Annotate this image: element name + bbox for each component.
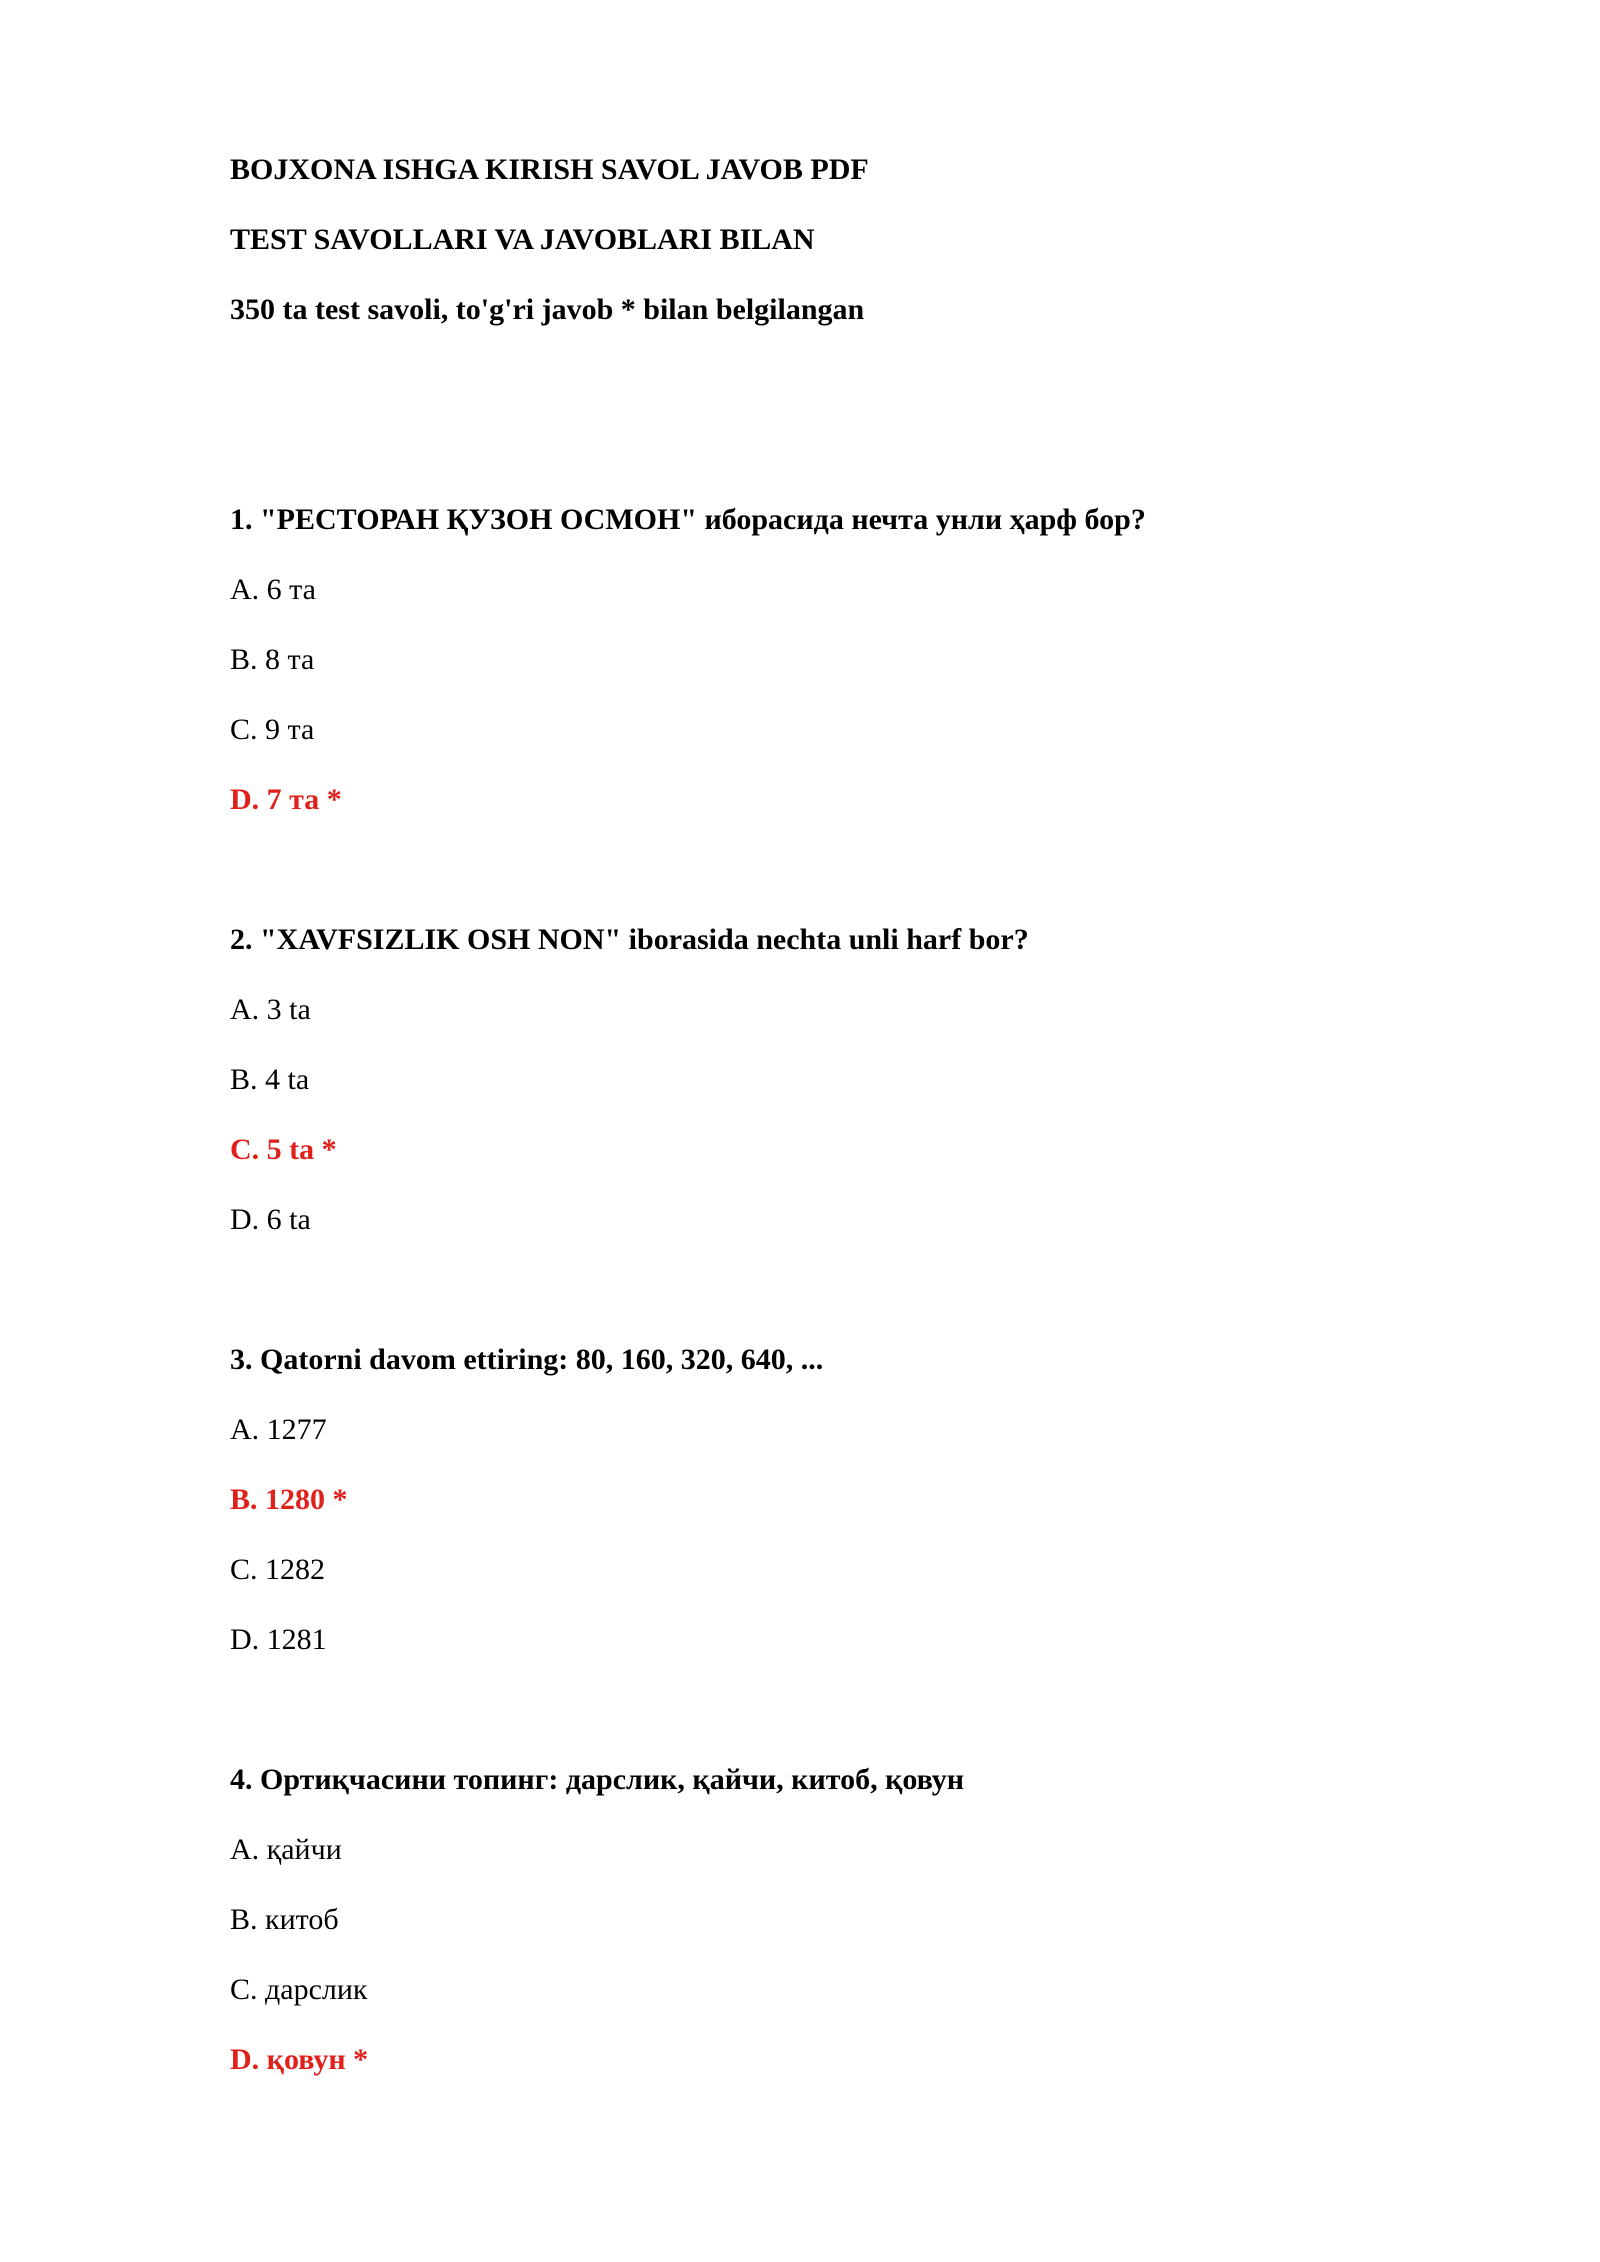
- question-1-option-b: B. 8 та: [230, 643, 315, 676]
- question-4-option-a: A. қайчи: [230, 1833, 342, 1866]
- question-2-option-b: B. 4 ta: [230, 1063, 310, 1096]
- document-subtitle: TEST SAVOLLARI VA JAVOBLARI BILAN: [230, 223, 815, 256]
- question-1-option-a: A. 6 та: [230, 573, 316, 606]
- question-1-option-c: C. 9 та: [230, 713, 315, 746]
- question-3-option-b: B. 1280 *: [230, 1483, 348, 1516]
- document-note: 350 ta test savoli, to'g'ri javob * bilan belgilangan: [230, 293, 865, 326]
- question-4-text: 4. Ортиқчасини топинг: дарслик, қайчи, китоб, қовун: [230, 1763, 965, 1796]
- question-4-option-d: D. қовун *: [230, 2043, 369, 2076]
- question-4-option-c: C. дарслик: [230, 1973, 368, 2006]
- question-1-text: 1. "РЕСТОРАН ҚУЗОН ОСМОН" иборасида нечта унли ҳарф бор?: [230, 503, 1146, 536]
- question-2-option-d: D. 6 ta: [230, 1203, 311, 1236]
- question-1-option-d: D. 7 та *: [230, 783, 342, 816]
- document-title: BOJXONA ISHGA KIRISH SAVOL JAVOB PDF: [230, 153, 869, 186]
- question-3-option-c: C. 1282: [230, 1553, 326, 1586]
- question-4-option-b: B. китоб: [230, 1903, 339, 1936]
- question-3-option-a: A. 1277: [230, 1413, 327, 1446]
- question-2-option-a: A. 3 ta: [230, 993, 311, 1026]
- question-3-text: 3. Qatorni davom ettiring: 80, 160, 320, 640, ...: [230, 1343, 824, 1376]
- question-2-text: 2. "XAVFSIZLIK OSH NON" iborasida nechta unli harf bor?: [230, 923, 1029, 956]
- question-3-option-d: D. 1281: [230, 1623, 327, 1656]
- question-2-option-c: C. 5 ta *: [230, 1133, 337, 1166]
